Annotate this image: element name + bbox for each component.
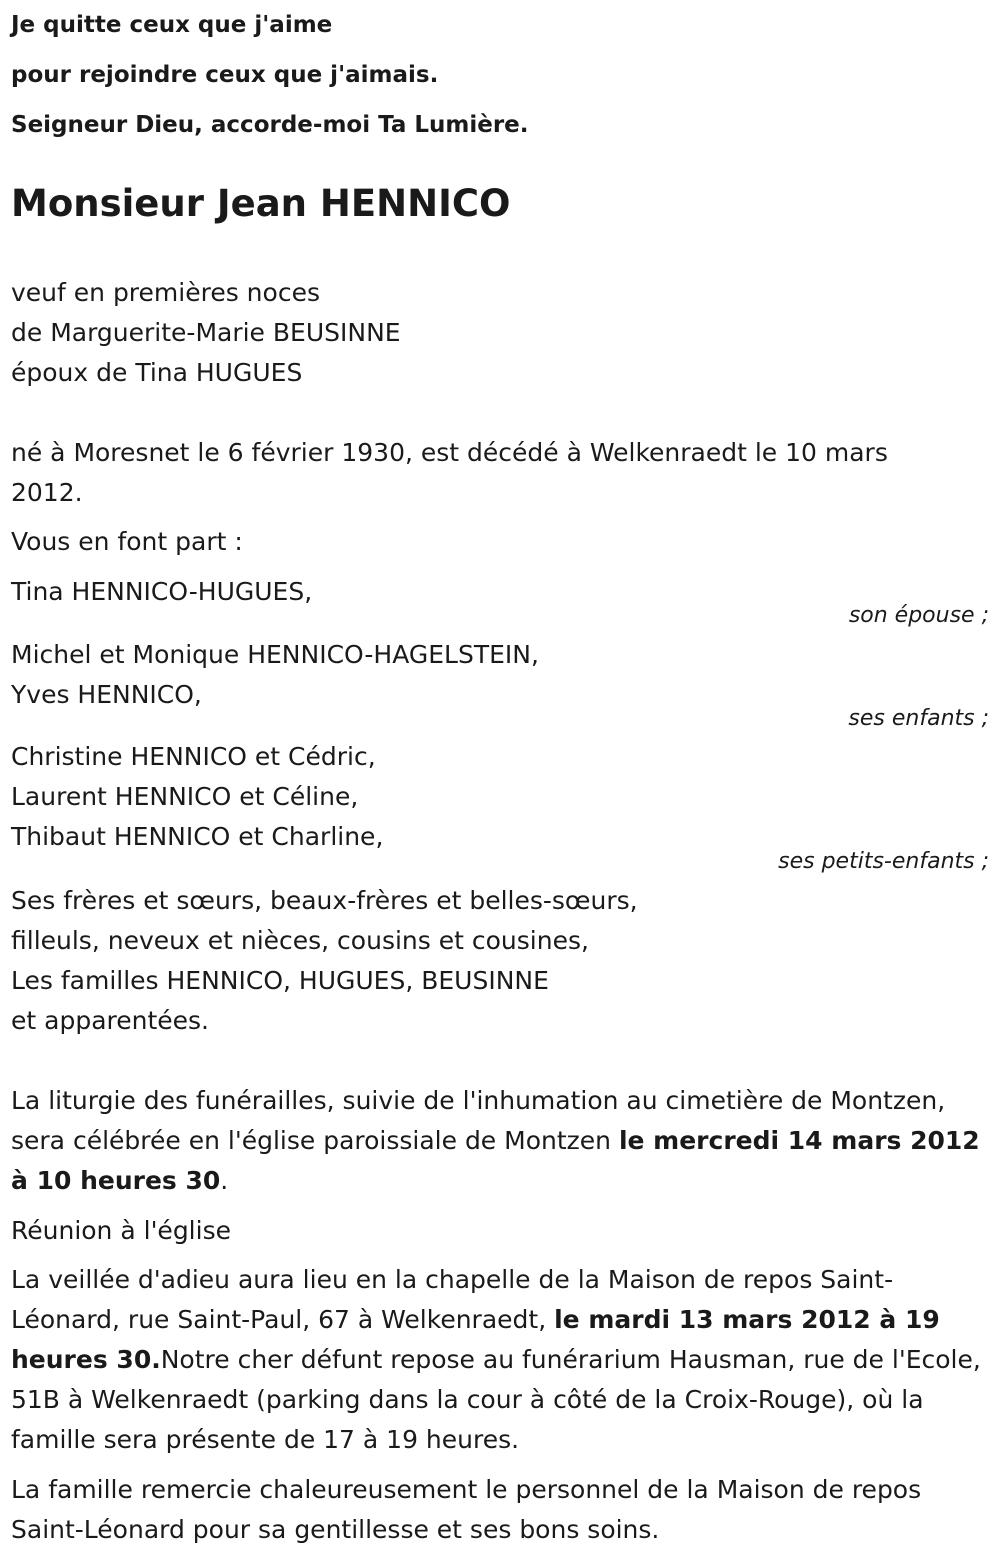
relatives-line: et apparentées.	[11, 1006, 209, 1035]
relatives-line: Ses frères et sœurs, beaux-frères et belles-sœurs,	[11, 886, 638, 915]
thanks-paragraph: La famille remercie chaleureusement le personnel de la Maison de repos Saint-Léonard pour sa gentillesse et ses bons soins.	[11, 1475, 922, 1544]
reunion-note: Réunion à l'église	[11, 1216, 231, 1245]
children-role: ses enfants ;	[848, 706, 989, 731]
spouse-name: Tina HENNICO-HUGUES,	[11, 577, 313, 606]
announcement: Vous en font part :	[11, 527, 243, 556]
grandchildren-role: ses petits-enfants ;	[778, 849, 989, 874]
status-line-1: veuf en premières noces	[11, 278, 320, 307]
grandchild-name: Laurent HENNICO et Céline,	[11, 782, 359, 811]
birth-death-line-2: 2012.	[11, 478, 83, 507]
relatives-line: filleuls, neveux et nièces, cousins et cousines,	[11, 926, 589, 955]
vigil-rest: Notre cher défunt repose au funérarium Hausman, rue de l'Ecole, 51B à Welkenraedt (parking dans la cour à côté de la Croix-Rouge), où la famille sera présente de 17 à 19 heures.	[11, 1345, 981, 1454]
birth-death-line-1: né à Moresnet le 6 février 1930, est décédé à Welkenraedt le 10 mars	[11, 438, 888, 467]
vigil-text: La veillée d'adieu aura lieu en la chapelle de la Maison de repos Saint-Léonard, rue Saint-Paul, 67 à Welkenraedt,	[11, 1265, 894, 1334]
funeral-paragraph	[11, 1081, 993, 1201]
poem-line-1: Je quitte ceux que j'aime	[11, 12, 333, 38]
relatives-line: Les familles HENNICO, HUGUES, BEUSINNE	[11, 966, 549, 995]
grandchild-name: Thibaut HENNICO et Charline,	[11, 822, 384, 851]
poem-line-2: pour rejoindre ceux que j'aimais.	[11, 62, 439, 88]
grandchild-name: Christine HENNICO et Cédric,	[11, 742, 376, 771]
funeral-text: La liturgie des funérailles, suivie de l'inhumation au cimetière de Montzen, sera célébrée en l'église paroissiale de Montzen	[11, 1086, 946, 1155]
funeral-end: .	[220, 1166, 229, 1195]
child-name: Michel et Monique HENNICO-HAGELSTEIN,	[11, 640, 539, 669]
status-line-2: de Marguerite-Marie BEUSINNE	[11, 318, 401, 347]
child-name: Yves HENNICO,	[11, 680, 202, 709]
spouse-role: son épouse ;	[848, 603, 989, 628]
poem-line-3: Seigneur Dieu, accorde-moi Ta Lumière.	[11, 112, 529, 138]
vigil-date: le mardi 13 mars 2012 à 19 heures 30.	[11, 1305, 940, 1374]
vigil-paragraph	[11, 1260, 993, 1460]
status-line-3: époux de Tina HUGUES	[11, 358, 303, 387]
funeral-date: le mercredi 14 mars 2012 à 10 heures 30	[11, 1126, 980, 1195]
deceased-name: Monsieur Jean HENNICO	[11, 182, 511, 225]
